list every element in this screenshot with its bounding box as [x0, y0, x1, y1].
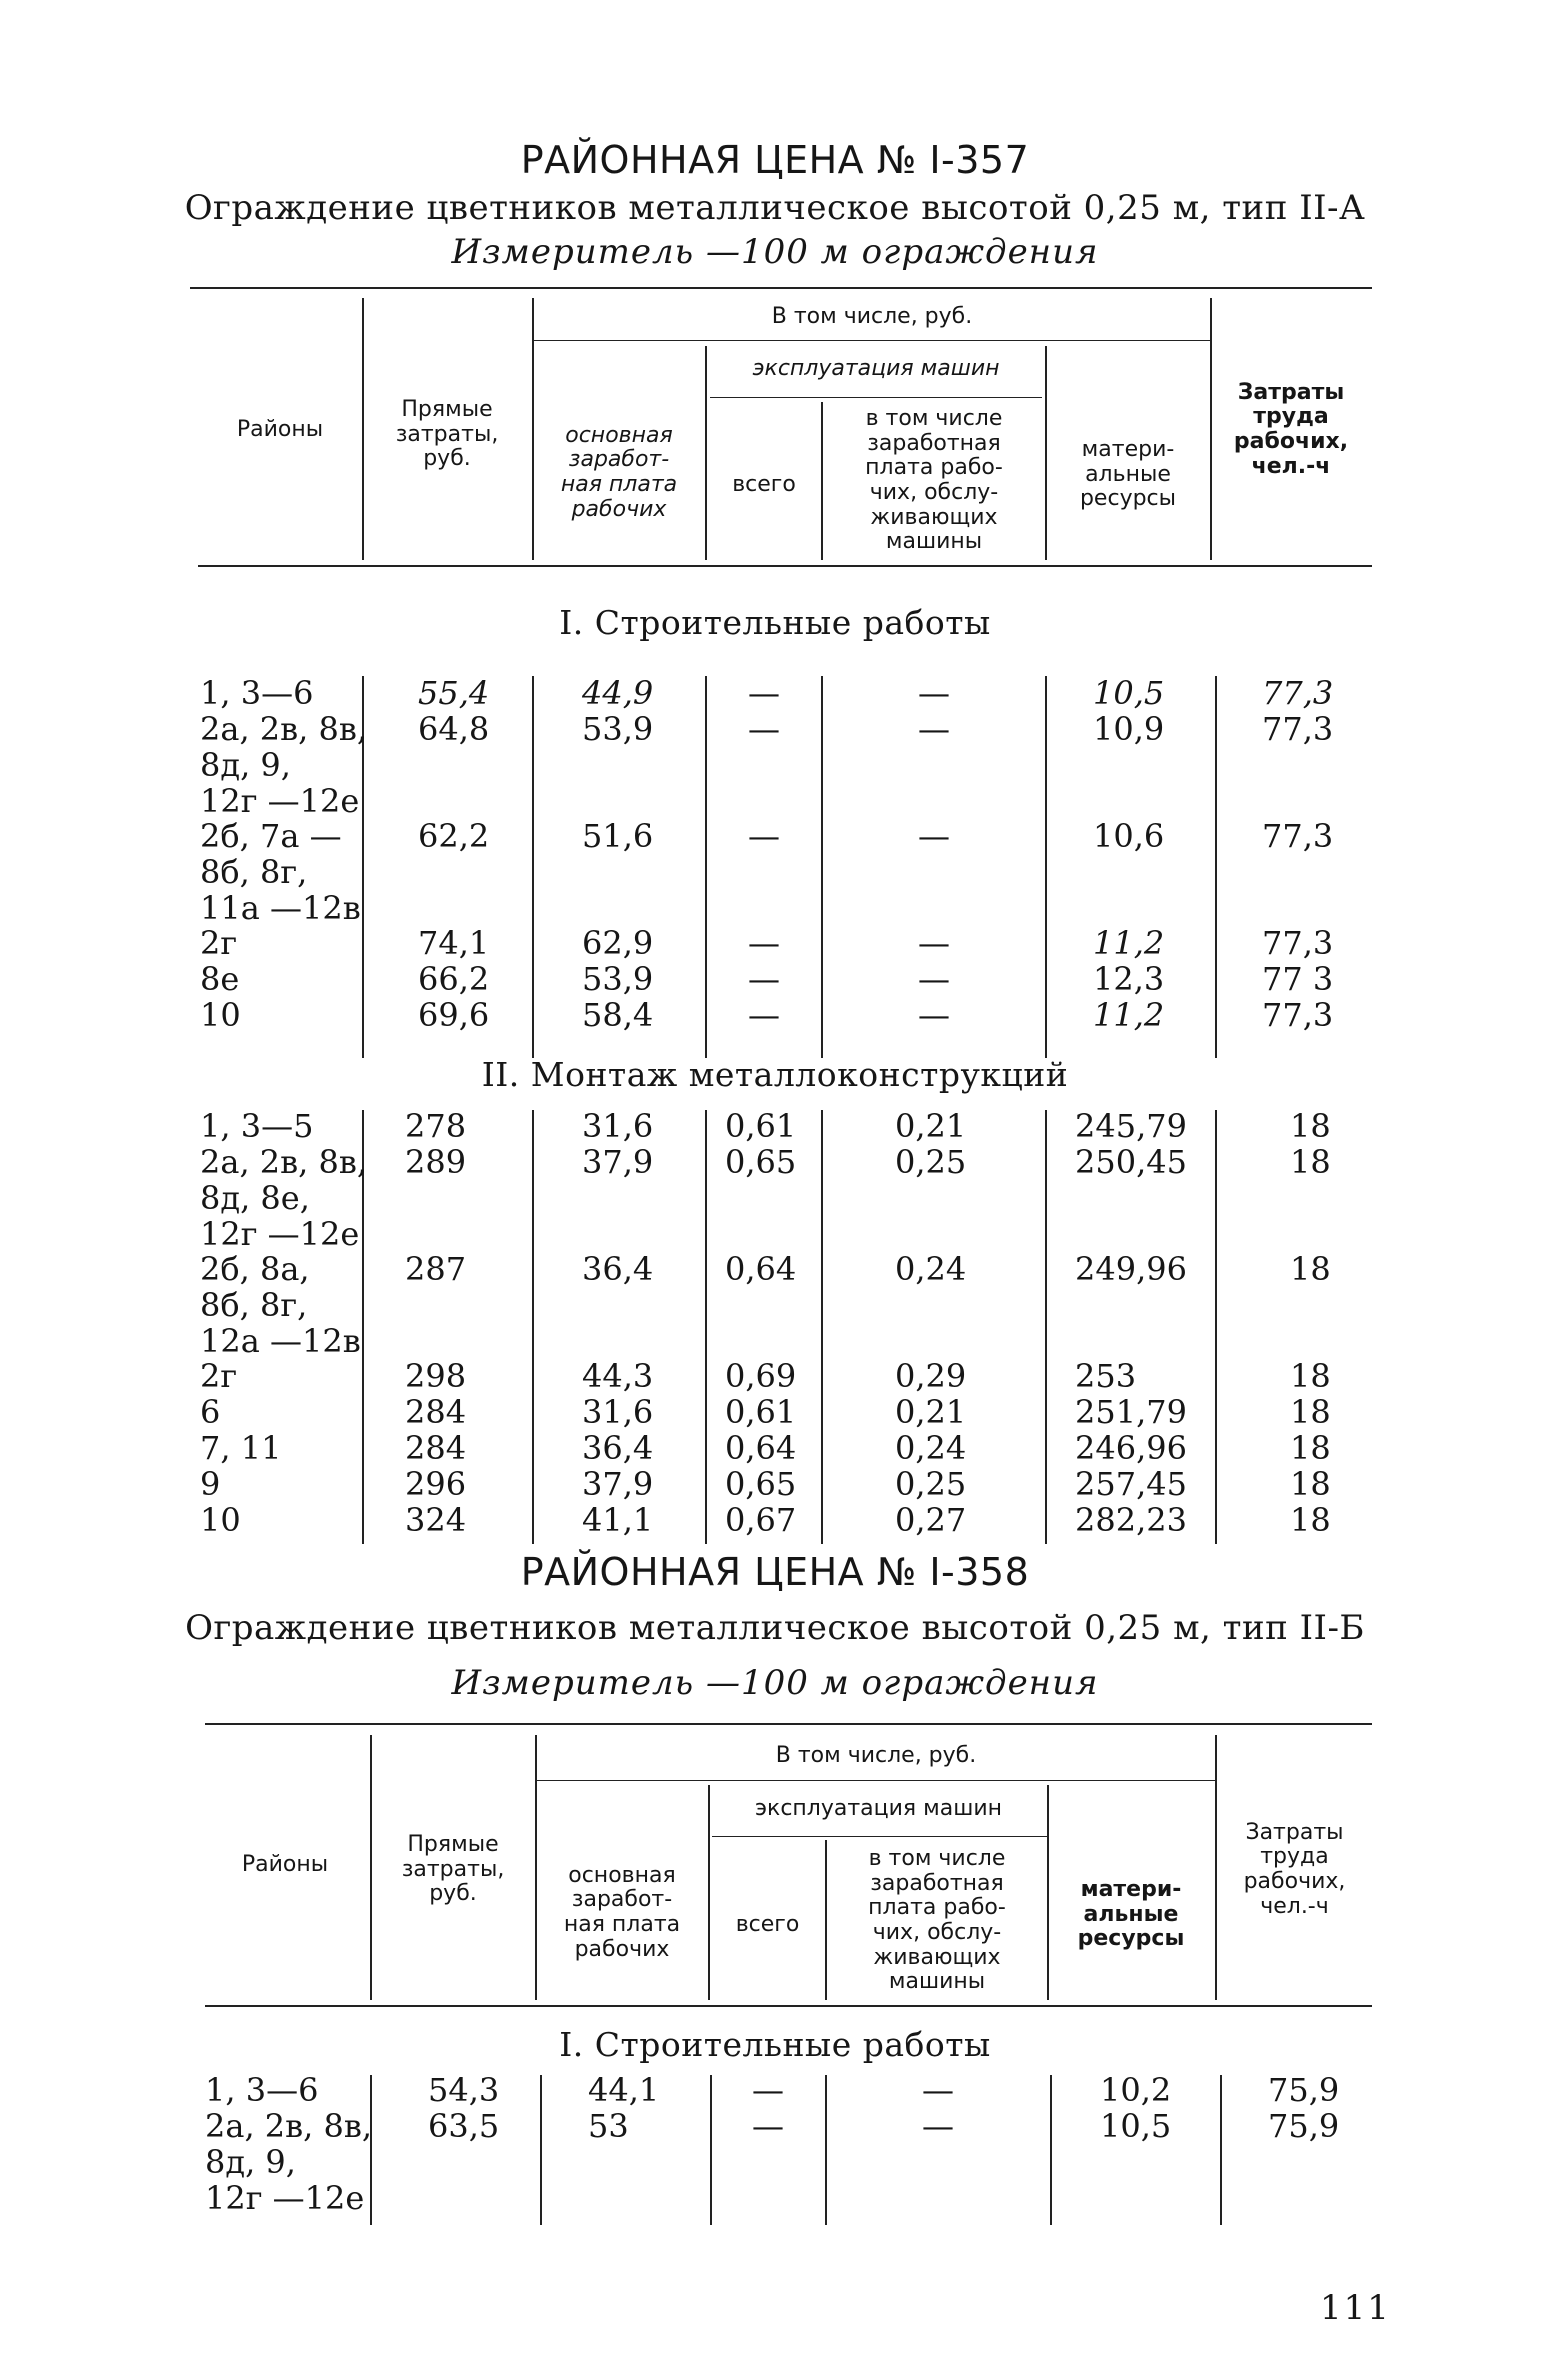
- column-divider: [1050, 2075, 1052, 2225]
- cell-machines-wage: —: [918, 817, 950, 855]
- cell-region: 2б, 8а, 8б, 8г, 12а —12в: [200, 1250, 361, 1360]
- cell-machines-wage: —: [918, 710, 950, 748]
- cell-base-wage: 36,4: [582, 1429, 654, 1467]
- header-including: В том числе, руб.: [775, 1742, 977, 1768]
- header-machines-total: всего: [735, 1911, 800, 1937]
- cell-direct: 64,8: [418, 710, 490, 748]
- cell-machines-wage: 0,25: [895, 1465, 967, 1503]
- column-divider: [821, 676, 823, 1058]
- header-direct-costs: Прямые затраты, руб.: [401, 1832, 505, 1907]
- cell-region: 10: [200, 996, 241, 1034]
- cell-machines-total: —: [748, 710, 780, 748]
- cell-labor: 18: [1290, 1429, 1331, 1467]
- header-bottom-rule: [205, 2005, 1372, 2007]
- cell-region: 10: [200, 1501, 241, 1539]
- table-top-rule: [190, 287, 1372, 289]
- cell-labor: 77,3: [1262, 710, 1334, 748]
- cell-machines-wage: —: [918, 924, 950, 962]
- cell-machines-wage: —: [922, 2071, 954, 2109]
- cell-materials: 251,79: [1075, 1393, 1187, 1431]
- cell-machines-wage: —: [918, 674, 950, 712]
- header-direct-costs: Прямые затраты, руб.: [395, 397, 499, 472]
- cell-machines-wage: 0,24: [895, 1250, 967, 1288]
- cell-base-wage: 37,9: [582, 1143, 654, 1181]
- column-divider: [821, 1110, 823, 1544]
- header-rule: [712, 1836, 1047, 1837]
- header-machines-wage: в том числе заработная плата рабо- чих, обслу- живающих машины: [865, 406, 1003, 555]
- cell-machines-total: 0,69: [725, 1357, 797, 1395]
- header-materials: матери- альные ресурсы: [1077, 1877, 1185, 1952]
- cell-machines-total: 0,64: [725, 1429, 797, 1467]
- cell-machines-total: 0,65: [725, 1465, 797, 1503]
- cell-direct: 298: [405, 1357, 467, 1395]
- header-machines: эксплуатация машин: [754, 1795, 1003, 1821]
- cell-base-wage: 58,4: [582, 996, 654, 1034]
- cell-labor: 18: [1290, 1357, 1331, 1395]
- column-divider: [540, 2075, 542, 2225]
- column-divider: [1045, 676, 1047, 1058]
- cell-direct: 62,2: [418, 817, 490, 855]
- cell-materials: 12,3: [1093, 960, 1165, 998]
- measure-unit: Измеритель —100 м ограждения: [451, 1663, 1099, 1703]
- column-divider: [705, 676, 707, 1058]
- cell-machines-total: —: [752, 2071, 784, 2109]
- cell-labor: 77,3: [1262, 674, 1334, 712]
- cell-direct: 278: [405, 1107, 467, 1145]
- cell-base-wage: 31,6: [582, 1393, 654, 1431]
- cell-region: 8е: [200, 960, 240, 998]
- cell-labor: 75,9: [1268, 2071, 1340, 2109]
- cell-direct: 54,3: [428, 2071, 500, 2109]
- header-labor: Затраты труда рабочих, чел.-ч: [1243, 1819, 1346, 1919]
- cell-base-wage: 44,1: [588, 2071, 660, 2109]
- cell-machines-wage: —: [918, 996, 950, 1034]
- cell-machines-total: 0,67: [725, 1501, 797, 1539]
- header-rule: [710, 397, 1042, 398]
- cell-base-wage: 62,9: [582, 924, 654, 962]
- cell-region: 2а, 2в, 8в, 8д, 9, 12г —12е: [205, 2107, 373, 2217]
- header-regions: Районы: [241, 1851, 329, 1877]
- cell-machines-total: 0,61: [725, 1107, 797, 1145]
- measure-unit: Измеритель —100 м ограждения: [451, 232, 1099, 272]
- cell-base-wage: 36,4: [582, 1250, 654, 1288]
- cell-machines-total: 0,64: [725, 1250, 797, 1288]
- header-machines-wage: в том числе заработная плата рабо- чих, обслу- живающих машины: [868, 1846, 1006, 1995]
- cell-materials: 245,79: [1075, 1107, 1187, 1145]
- column-divider: [705, 1110, 707, 1544]
- cell-materials: 10,5: [1093, 674, 1165, 712]
- cell-machines-total: —: [748, 924, 780, 962]
- cell-machines-total: —: [748, 996, 780, 1034]
- cell-region: 2б, 7а — 8б, 8г, 11а —12в: [200, 817, 361, 927]
- cell-direct: 74,1: [418, 924, 490, 962]
- cell-direct: 55,4: [418, 674, 490, 712]
- cell-direct: 69,6: [418, 996, 490, 1034]
- cell-base-wage: 53,9: [582, 960, 654, 998]
- header-labor: Затраты труда рабочих, чел.-ч: [1233, 379, 1349, 479]
- cell-machines-wage: —: [918, 960, 950, 998]
- cell-region: 2а, 2в, 8в, 8д, 9, 12г —12е: [200, 710, 368, 820]
- header-rule: [532, 340, 1210, 341]
- table-top-rule: [205, 1723, 1372, 1725]
- price-title: РАЙОННАЯ ЦЕНА № I-358: [520, 1550, 1030, 1594]
- cell-direct: 324: [405, 1501, 467, 1539]
- cell-materials: 11,2: [1093, 924, 1165, 962]
- cell-direct: 66,2: [418, 960, 490, 998]
- header-machines: эксплуатация машин: [752, 355, 1000, 381]
- cell-region: 2г: [200, 1357, 238, 1395]
- header-including: В том числе, руб.: [771, 303, 973, 329]
- cell-machines-wage: —: [922, 2107, 954, 2145]
- cell-machines-wage: 0,27: [895, 1501, 967, 1539]
- cell-machines-wage: 0,25: [895, 1143, 967, 1181]
- cell-base-wage: 44,3: [582, 1357, 654, 1395]
- cell-region: 1, 3—6: [200, 674, 314, 712]
- header-base-wage: основная заработ- ная плата рабочих: [560, 422, 678, 522]
- header-rule: [535, 1780, 1215, 1781]
- cell-direct: 287: [405, 1250, 467, 1288]
- header-bottom-rule: [198, 565, 1372, 567]
- cell-machines-total: 0,65: [725, 1143, 797, 1181]
- cell-machines-wage: 0,21: [895, 1107, 967, 1145]
- cell-region: 6: [200, 1393, 221, 1431]
- cell-materials: 253: [1075, 1357, 1137, 1395]
- cell-labor: 18: [1290, 1143, 1331, 1181]
- column-divider: [1215, 1110, 1217, 1544]
- cell-region: 9: [200, 1465, 221, 1503]
- cell-region: 7, 11: [200, 1429, 282, 1467]
- cell-materials: 250,45: [1075, 1143, 1187, 1181]
- cell-labor: 77 3: [1262, 960, 1334, 998]
- cell-direct: 284: [405, 1393, 467, 1431]
- cell-base-wage: 41,1: [582, 1501, 654, 1539]
- cell-machines-total: 0,61: [725, 1393, 797, 1431]
- column-divider: [1045, 1110, 1047, 1544]
- section-title: I. Строительные работы: [559, 603, 991, 642]
- cell-region: 2г: [200, 924, 238, 962]
- header-base-wage: основная заработ- ная плата рабочих: [563, 1862, 681, 1962]
- header-machines-total: всего: [732, 471, 796, 497]
- cell-base-wage: 53: [588, 2107, 629, 2145]
- cell-labor: 77,3: [1262, 996, 1334, 1034]
- cell-base-wage: 37,9: [582, 1465, 654, 1503]
- cell-machines-wage: 0,29: [895, 1357, 967, 1395]
- cell-materials: 249,96: [1075, 1250, 1187, 1288]
- cell-direct: 63,5: [428, 2107, 500, 2145]
- cell-materials: 10,2: [1100, 2071, 1172, 2109]
- cell-materials: 282,23: [1075, 1501, 1187, 1539]
- cell-machines-wage: 0,21: [895, 1393, 967, 1431]
- section-title: I. Строительные работы: [559, 2025, 991, 2064]
- cell-direct: 296: [405, 1465, 467, 1503]
- page-number: 111: [1320, 2288, 1391, 2328]
- cell-materials: 10,6: [1093, 817, 1165, 855]
- cell-labor: 18: [1290, 1250, 1331, 1288]
- section-title: II. Монтаж металлоконструкций: [481, 1055, 1069, 1094]
- cell-base-wage: 44,9: [582, 674, 654, 712]
- column-divider: [1220, 2075, 1222, 2225]
- header-regions: Районы: [236, 416, 324, 442]
- cell-materials: 11,2: [1093, 996, 1165, 1034]
- cell-region: 1, 3—5: [200, 1107, 314, 1145]
- cell-materials: 10,9: [1093, 710, 1165, 748]
- cell-machines-total: —: [748, 817, 780, 855]
- cell-machines-total: —: [748, 674, 780, 712]
- cell-direct: 284: [405, 1429, 467, 1467]
- cell-labor: 18: [1290, 1393, 1331, 1431]
- column-divider: [1215, 676, 1217, 1058]
- cell-labor: 77,3: [1262, 924, 1334, 962]
- cell-base-wage: 31,6: [582, 1107, 654, 1145]
- cell-direct: 289: [405, 1143, 467, 1181]
- price-subtitle: Ограждение цветников металлическое высотой 0,25 м, тип II-А: [184, 188, 1366, 228]
- cell-base-wage: 53,9: [582, 710, 654, 748]
- cell-materials: 246,96: [1075, 1429, 1187, 1467]
- price-subtitle: Ограждение цветников металлическое высотой 0,25 м, тип II-Б: [185, 1608, 1365, 1648]
- cell-materials: 257,45: [1075, 1465, 1187, 1503]
- cell-labor: 75,9: [1268, 2107, 1340, 2145]
- cell-labor: 77,3: [1262, 817, 1334, 855]
- column-divider: [532, 676, 534, 1058]
- cell-machines-total: —: [752, 2107, 784, 2145]
- cell-region: 2а, 2в, 8в, 8д, 8е, 12г —12е: [200, 1143, 368, 1253]
- cell-labor: 18: [1290, 1501, 1331, 1539]
- cell-region: 1, 3—6: [205, 2071, 319, 2109]
- cell-labor: 18: [1290, 1107, 1331, 1145]
- column-divider: [532, 1110, 534, 1544]
- price-title: РАЙОННАЯ ЦЕНА № I-357: [520, 138, 1030, 182]
- cell-materials: 10,5: [1100, 2107, 1172, 2145]
- cell-labor: 18: [1290, 1465, 1331, 1503]
- cell-machines-total: —: [748, 960, 780, 998]
- cell-base-wage: 51,6: [582, 817, 654, 855]
- header-materials: матери- альные ресурсы: [1079, 437, 1177, 512]
- cell-machines-wage: 0,24: [895, 1429, 967, 1467]
